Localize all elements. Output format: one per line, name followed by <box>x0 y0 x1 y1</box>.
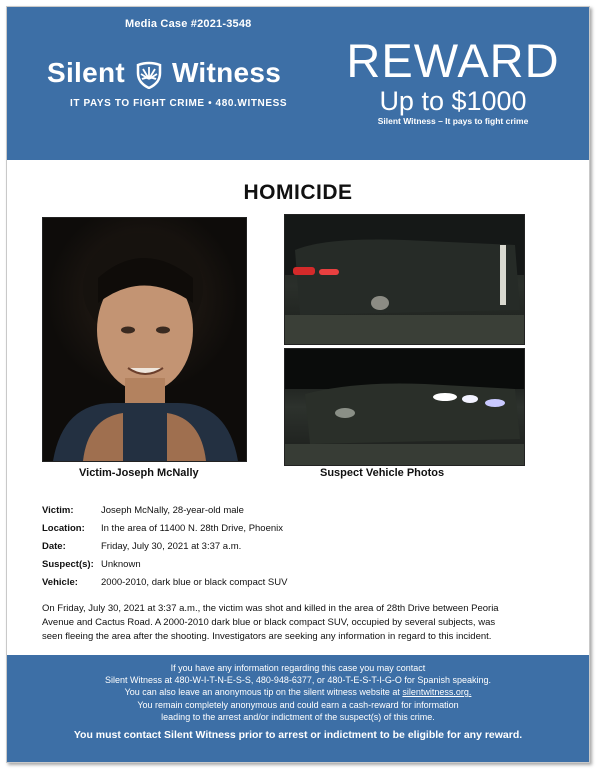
detail-label: Victim: <box>42 505 74 516</box>
footer-line-5: leading to the arrest and/or indictment of the suspect(s) of this crime. <box>161 712 435 722</box>
footer-eligibility-notice: You must contact Silent Witness prior to arrest or indictment to be eligible for any reward. <box>73 729 523 741</box>
flyer <box>6 6 590 763</box>
detail-value: Joseph McNally, 28-year-old male <box>101 505 244 516</box>
suspect-vehicle-photo-2 <box>284 348 525 466</box>
detail-value: Unknown <box>101 559 141 570</box>
detail-value: In the area of 11400 N. 28th Drive, Phoenix <box>101 523 284 534</box>
logo-word-witness: Witness <box>171 57 282 88</box>
silentwitness-website-link[interactable]: silentwitness.org. <box>402 687 472 697</box>
footer-line-1: If you have any information regarding this case you may contact <box>170 663 426 673</box>
narrative-line-1: On Friday, July 30, 2021 at 3:37 a.m., the victim was shot and killed in the area of 28th Drive between Peoria <box>42 603 499 614</box>
narrative-line-2: Avenue and Cactus Road. A 2000-2010 dark blue or black compact SUV, occupied by several subjects, was <box>42 617 496 628</box>
reward-heading: REWARD <box>346 34 560 87</box>
header-banner <box>7 7 589 160</box>
silent-witness-logo <box>47 57 281 89</box>
suspect-vehicle-photo-1 <box>284 214 525 345</box>
detail-value: 2000-2010, dark blue or black compact SUV <box>101 577 288 588</box>
detail-label: Date: <box>42 541 66 552</box>
footer-line-3 <box>7 687 589 698</box>
vehicle-1-illustration <box>285 215 524 344</box>
footer-line-4: You remain completely anonymous and could earn a cash-reward for information <box>137 700 459 710</box>
vehicle-2-illustration <box>285 349 524 465</box>
victim-portrait-illustration <box>43 218 246 461</box>
footer-line-3-text: You can also leave an anonymous tip on the silent witness website at <box>124 687 403 697</box>
crime-title: HOMICIDE <box>243 181 353 204</box>
sunburst-shield-icon <box>133 57 165 89</box>
logo-word-silent: Silent <box>47 57 126 88</box>
footer-banner <box>7 655 589 762</box>
vehicle-photos-caption: Suspect Vehicle Photos <box>320 467 445 479</box>
detail-label: Suspect(s): <box>42 559 94 570</box>
detail-label: Location: <box>42 523 85 534</box>
media-case-number: Media Case #2021-3548 <box>125 18 252 30</box>
reward-subtitle: Silent Witness – It pays to fight crime <box>377 116 529 126</box>
narrative-line-3: seen fleeing the area after the shooting. Investigators are seeking any information in regard to this incident. <box>42 631 492 642</box>
victim-photo <box>42 217 247 462</box>
detail-label: Vehicle: <box>42 577 78 588</box>
victim-photo-caption: Victim-Joseph McNally <box>79 467 199 479</box>
detail-value: Friday, July 30, 2021 at 3:37 a.m. <box>101 541 242 552</box>
reward-amount: Up to $1000 <box>379 86 527 116</box>
case-narrative <box>42 602 557 644</box>
footer-line-2: Silent Witness at 480-W-I-T-N-E-S-S, 480-948-6377, or 480-T-E-S-T-I-G-O for Spanish speaking. <box>105 675 491 685</box>
logo-tagline: IT PAYS TO FIGHT CRIME • 480.WITNESS <box>70 98 288 109</box>
